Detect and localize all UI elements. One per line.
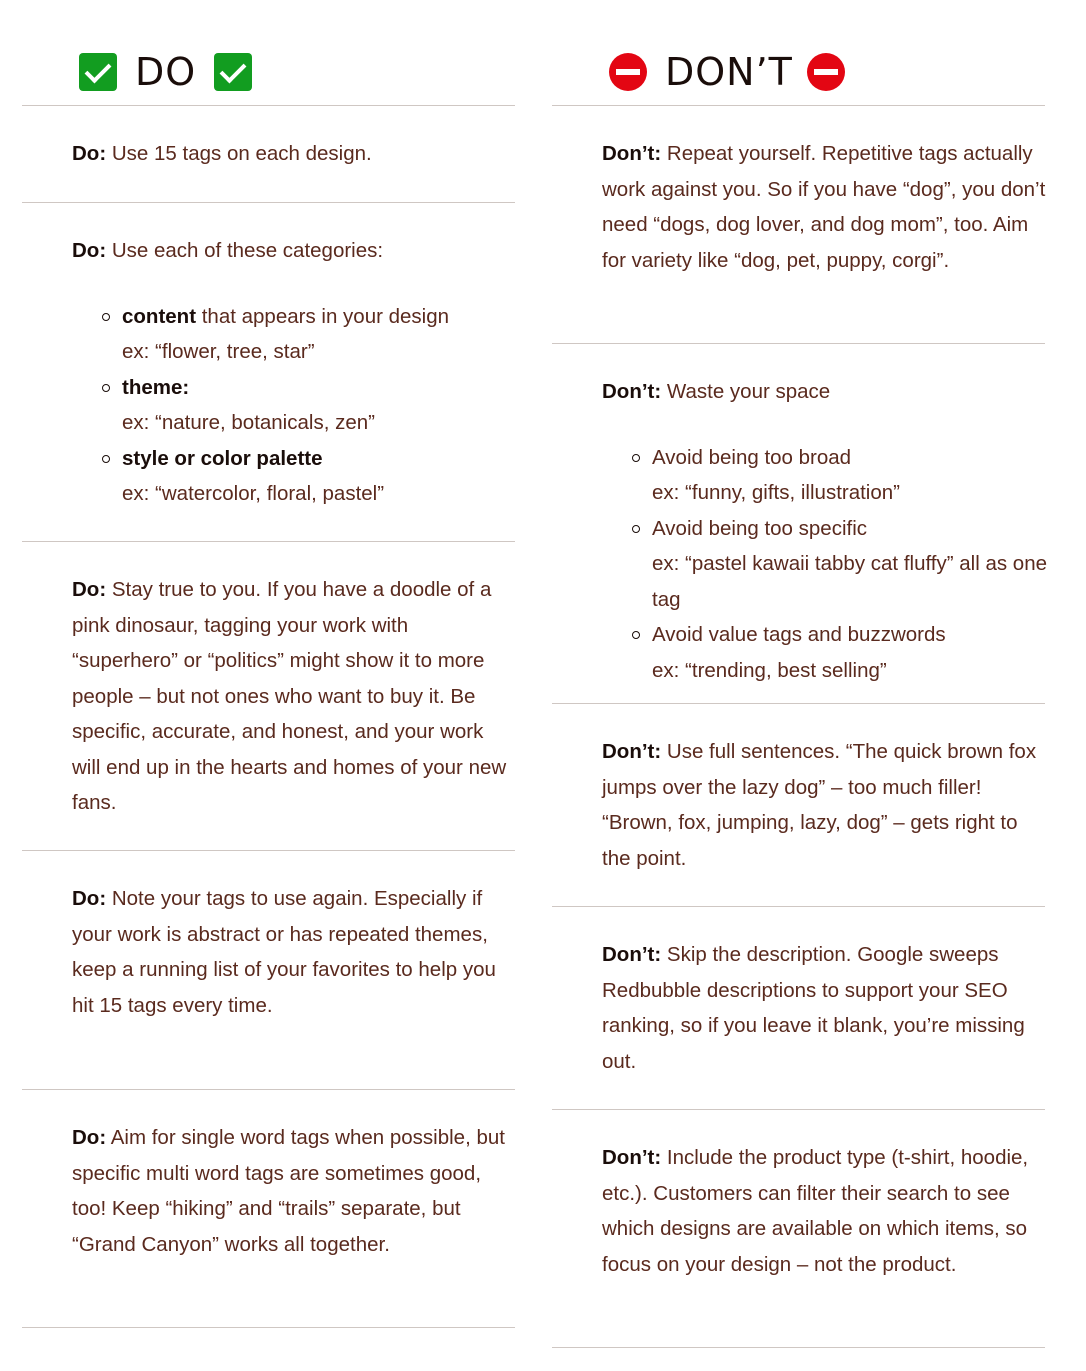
check-icon: [214, 53, 252, 91]
do-section-4: [22, 851, 515, 1090]
dont-section-5: [552, 1110, 1045, 1348]
do-section-1: [22, 106, 515, 203]
section-lead: Do:: [72, 239, 107, 262]
section-text: Use 15 tags on each design.: [106, 142, 372, 165]
section-text: Aim for single word tags when possible, but specific multi word tags are sometimes good, too! Keep “hiking” and “trails” separate, but “Grand Canyon” works all together.: [72, 1126, 505, 1256]
section-text: Waste your space: [661, 380, 831, 403]
section-text: Use full sentences. “The quick brown fox jumps over the lazy dog” – too much filler! “Brown, fox, jumping, lazy, dog” – gets right to the point.: [602, 740, 1037, 870]
dont-title: DON’T: [665, 50, 793, 94]
list-item: theme: ex: “nature, botanicals, zen”: [122, 370, 515, 441]
section-text: Repeat yourself. Repetitive tags actually work against you. So if you have “dog”, you don’t need “dogs, dog lover, and dog mom”, too. Aim for variety like “dog, pet, puppy, corgi”.: [602, 142, 1046, 272]
section-text: Skip the description. Google sweeps Redbubble descriptions to support your SEO ranking, so if you leave it blank, you’re missing out.: [602, 943, 1025, 1073]
dont-header: [552, 0, 1045, 106]
section-lead: Don’t:: [602, 142, 662, 165]
section-text: Include the product type (t-shirt, hoodie, etc.). Customers can filter their search to see which designs are available on which items, so focus on your design – not the product.: [602, 1146, 1029, 1276]
dont-section-1: [552, 106, 1045, 344]
section-lead: Don’t:: [602, 740, 662, 763]
section-lead: Do:: [72, 578, 107, 601]
do-section-3: [22, 542, 515, 851]
list-item: style or color palette ex: “watercolor, floral, pastel”: [122, 441, 515, 512]
stop-icon: [609, 53, 647, 91]
list-item: Avoid value tags and buzzwords ex: “trending, best selling”: [652, 617, 1051, 688]
section-text: Stay true to you. If you have a doodle of a pink dinosaur, tagging your work with “superhero” or “politics” might show it to more people – but not ones who want to buy it. Be specific, accurate, and honest, and your work will end up in the hearts and homes of your new fans.: [72, 578, 507, 814]
list-item: content that appears in your design ex: “flower, tree, star”: [122, 299, 515, 370]
do-title: DO: [135, 50, 197, 94]
section-lead: Do:: [72, 887, 107, 910]
do-section-2: [22, 203, 515, 542]
dont-section-3: [552, 704, 1045, 907]
category-list: [72, 299, 515, 512]
section-lead: Don’t:: [602, 943, 662, 966]
section-lead: Do:: [72, 1126, 107, 1149]
dont-section-4: [552, 907, 1045, 1110]
do-column: [22, 0, 515, 1256]
example-text: ex: “flower, tree, star”: [122, 340, 315, 363]
example-text: ex: “nature, botanicals, zen”: [122, 411, 375, 434]
example-text: ex: “pastel kawaii tabby cat fluffy” all as one tag: [652, 552, 1048, 611]
section-lead: Don’t:: [602, 1146, 662, 1169]
dont-section-2: [552, 344, 1048, 704]
do-section-5: [22, 1090, 515, 1328]
list-item: Avoid being too broad ex: “funny, gifts, illustration”: [652, 440, 1051, 511]
example-text: ex: “trending, best selling”: [652, 658, 887, 682]
section-text: Use each of these categories:: [106, 239, 384, 262]
stop-icon: [807, 53, 845, 91]
section-text: Note your tags to use again. Especially if your work is abstract or has repeated themes, keep a running list of your favorites to help you hit 15 tags every time.: [72, 887, 496, 1017]
check-icon: [79, 53, 117, 91]
avoid-list: [602, 440, 1051, 689]
section-lead: Do:: [72, 142, 107, 165]
example-text: ex: “watercolor, floral, pastel”: [122, 482, 385, 505]
section-lead: Don’t:: [602, 380, 662, 403]
dont-column: [552, 0, 1048, 1276]
list-item: Avoid being too specific ex: “pastel kawaii tabby cat fluffy” all as one tag: [652, 511, 1051, 618]
do-header: [22, 0, 515, 106]
example-text: ex: “funny, gifts, illustration”: [652, 481, 900, 504]
